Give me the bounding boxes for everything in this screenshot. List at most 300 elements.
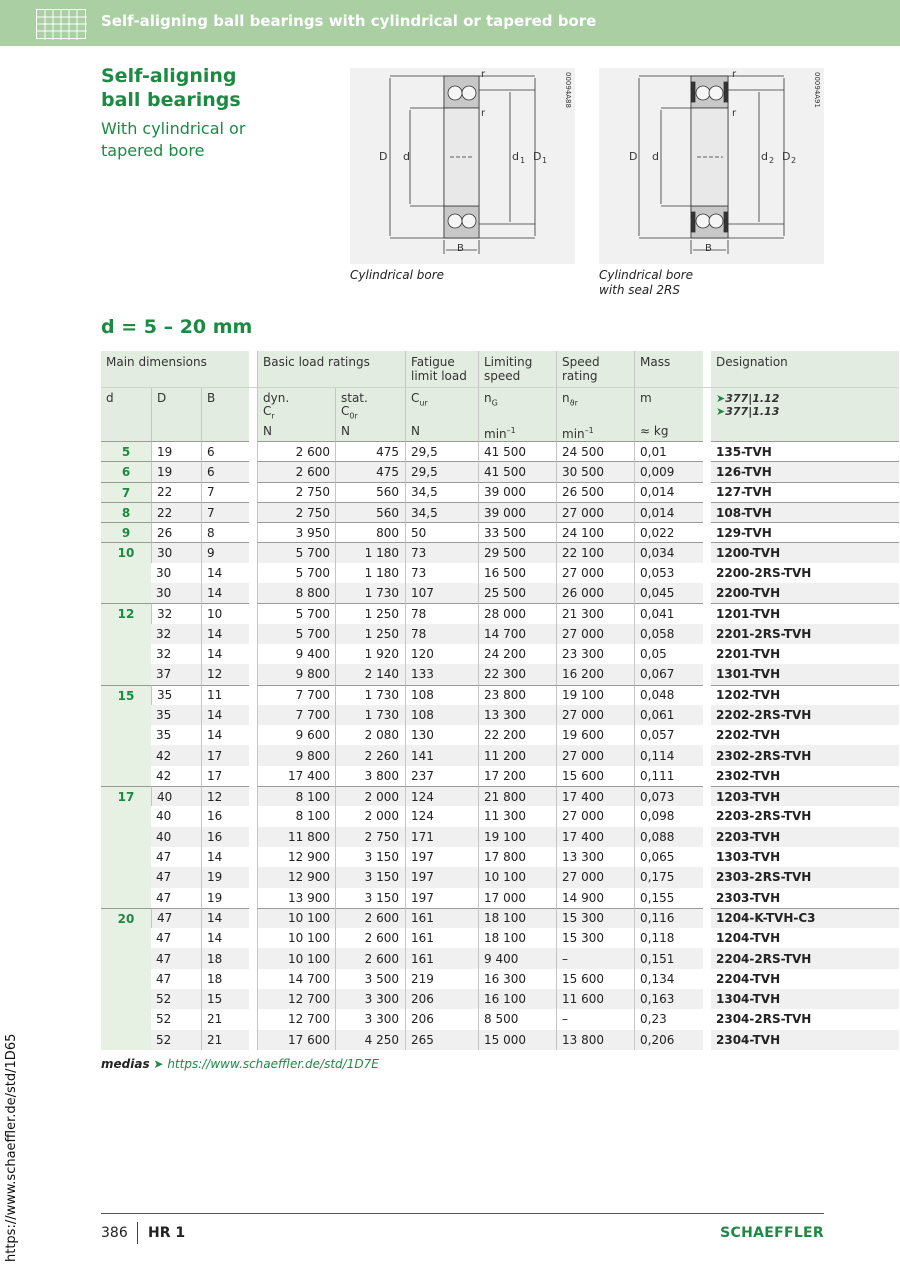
cell-bore-d: 5 [101,441,151,461]
table-row [101,563,899,583]
cell-ntr: 14 900 [556,888,634,908]
cell-mass: 0,088 [634,827,703,847]
cell-ntr: 27 000 [556,624,634,644]
cell-mass: 0,048 [634,685,703,705]
reference-link[interactable] [716,405,899,418]
cell-ntr: 17 400 [556,827,634,847]
cell-cr: 12 900 [257,847,335,867]
cell-mass: 0,151 [634,948,703,968]
cell-mass: 0,163 [634,989,703,1009]
cell-designation: 2302-TVH [716,768,781,783]
cell-c0r: 560 [335,482,405,502]
header-ng [478,387,556,423]
cell-width-B: 21 [201,1030,249,1050]
cell-width-B: 7 [201,502,249,522]
cell-c0r: 2 000 [335,806,405,826]
cell-c0r: 800 [335,522,405,542]
subscript: G [491,398,498,408]
label-d2: d [761,150,768,163]
cell-mass: 0,045 [634,583,703,603]
cell-ntr: 27 000 [556,502,634,522]
header-D: D [151,387,201,423]
cell-cur: 29,5 [405,441,478,461]
ref-page: 377 [725,392,749,405]
section-title-line: Self-aligning [101,65,237,87]
table-row [101,583,899,603]
cell-cur: 161 [405,948,478,968]
cell-width-B: 14 [201,705,249,725]
drawing-code: 00094A88 [564,72,572,108]
cell-ntr: 19 600 [556,725,634,745]
symbol: n [562,391,570,405]
cell-mass: 0,098 [634,806,703,826]
cell-width-B: 21 [201,1009,249,1029]
label-B: B [705,243,712,254]
header-ntr [556,387,634,423]
table-row [101,441,899,461]
cell-cr: 5 700 [257,603,335,623]
cell-ntr: 27 000 [556,705,634,725]
label-r: r [732,108,737,119]
header-line: limit load [411,369,467,383]
cell-mass: 0,014 [634,482,703,502]
cell-c0r: 1 730 [335,705,405,725]
cell-designation: 2304-TVH [711,1030,899,1050]
ref-section: 1.13 [752,405,780,418]
arrow-right-icon: ➤ [716,405,726,418]
cell-ng: 17 200 [478,766,556,786]
cell-cr: 12 900 [257,867,335,887]
cell-c0r: 3 500 [335,969,405,989]
cell-mass: 0,073 [634,786,703,806]
cell-cr: 5 700 [257,563,335,583]
label-r: r [481,69,486,80]
cell-c0r: 2 600 [335,948,405,968]
arrow-right-icon: ➤ [716,392,726,405]
table-row [101,522,899,542]
cell-designation: 2201-TVH [716,647,781,662]
page-number: 386 [101,1225,128,1241]
section-title [101,64,241,112]
table-row [101,948,899,968]
cell-cr: 12 700 [257,1009,335,1029]
cell-mass: 0,111 [634,766,703,786]
cell-c0r: 2 140 [335,664,405,684]
cell-mass: 0,009 [634,461,703,481]
cell-ng: 25 500 [478,583,556,603]
cell-cr: 17 400 [257,766,335,786]
cell-cur: 197 [405,888,478,908]
cell-width-B: 12 [201,664,249,684]
cell-ntr: 13 300 [556,847,634,867]
table-row [101,482,899,502]
section-subtitle [101,118,245,162]
cell-c0r: 475 [335,461,405,481]
cell-designation: 2200-2RS-TVH [716,565,812,580]
cell-ntr: 27 000 [556,563,634,583]
table-row [101,502,899,522]
cell-outer-D: 47 [156,931,172,946]
header-cr [263,405,335,422]
cell-cr: 2 600 [257,441,335,461]
cell-width-B: 6 [201,461,249,481]
cell-cr: 10 100 [257,908,335,928]
cell-ng: 19 100 [478,827,556,847]
cell-c0r: 2 600 [335,928,405,948]
cell-width-B: 14 [201,563,249,583]
cell-ntr: 24 100 [556,522,634,542]
cell-ng: 18 100 [478,928,556,948]
cell-ng: 13 300 [478,705,556,725]
cell-ntr: 27 000 [556,867,634,887]
cell-outer-D: 42 [156,768,172,783]
cell-outer-D: 22 [151,482,201,502]
cell-width-B: 18 [201,969,249,989]
cell-designation: 1204-TVH [716,931,781,946]
cell-outer-D: 30 [156,565,172,580]
table-row [101,969,899,989]
cell-mass: 0,022 [634,522,703,542]
cell-outer-D: 40 [151,827,201,847]
cell-ntr: 15 300 [556,928,634,948]
cell-ng: 11 300 [478,806,556,826]
cell-ng: 15 000 [478,1030,556,1050]
cell-width-B: 16 [201,827,249,847]
medias-url[interactable]: https://www.schaeffler.de/std/1D7E [167,1057,379,1071]
cell-bore-d: 8 [101,502,151,522]
cell-c0r: 560 [335,502,405,522]
cell-width-B: 6 [201,441,249,461]
cell-ng: 39 000 [478,502,556,522]
cell-designation: 2202-2RS-TVH [711,705,899,725]
label-d: d [403,150,410,163]
cell-ng: 21 800 [478,786,556,806]
table-row [101,664,899,684]
cell-c0r: 3 150 [335,847,405,867]
unit-N: N [257,423,335,441]
cell-cr: 2 600 [257,461,335,481]
header-title: Self-aligning ball bearings with cylindrical or tapered bore [101,12,597,30]
cell-ntr: 27 000 [556,806,634,826]
cell-cr: 12 700 [257,989,335,1009]
header-limiting-speed [478,351,556,387]
cell-ng: 22 300 [478,664,556,684]
header-fatigue [405,351,478,387]
cell-ng: 33 500 [478,522,556,542]
subscript: 0r [349,411,358,421]
cell-ng: 16 500 [478,563,556,583]
cell-outer-D: 42 [151,745,201,765]
arrow-right-icon: ➤ [153,1057,164,1071]
header-refs [711,387,899,423]
unit-N: N [405,423,478,441]
header-line: Speed [562,355,600,369]
cell-width-B: 19 [201,867,249,887]
cell-c0r: 475 [335,441,405,461]
subscript: ϑr [569,398,578,408]
footer-divider [101,1213,824,1214]
medias-link[interactable] [101,1057,379,1071]
cell-cur: 34,5 [405,502,478,522]
cell-cur: 73 [405,563,478,583]
cell-ng: 10 100 [478,867,556,887]
cell-designation: 1303-TVH [716,850,781,865]
cell-mass: 0,116 [634,908,703,928]
cell-outer-D: 47 [156,971,172,986]
label-B: B [457,243,464,254]
label-D: D [629,150,638,163]
label-D: D [379,150,388,163]
cell-ntr: 15 600 [556,766,634,786]
cell-outer-D: 32 [156,647,172,662]
cell-width-B: 14 [201,725,249,745]
cell-designation: 2303-2RS-TVH [711,867,899,887]
cell-designation: 1202-TVH [711,685,899,705]
cell-ntr: 21 300 [556,603,634,623]
cell-cr: 9 800 [257,745,335,765]
header-bar [0,0,900,46]
cell-cur: 120 [405,644,478,664]
side-url[interactable]: https://www.schaeffler.de/std/1D65 [4,1033,19,1262]
header-designation: Designation [711,351,899,387]
cell-cur: 108 [405,705,478,725]
cell-c0r: 1 180 [335,563,405,583]
header-line: speed [484,369,521,383]
cell-c0r: 2 600 [335,908,405,928]
cell-mass: 0,034 [634,542,703,562]
cell-width-B: 7 [201,482,249,502]
cell-cr: 3 950 [257,522,335,542]
header-cur [405,387,478,423]
table-row [101,1030,899,1050]
cell-ng: 17 000 [478,888,556,908]
header-stat [335,387,405,423]
cell-c0r: 3 150 [335,867,405,887]
cell-outer-D: 52 [151,989,201,1009]
table-header-row [101,351,899,387]
table-row [101,928,899,948]
ref-section: 1.12 [752,392,780,405]
table-row [101,685,899,705]
cell-c0r: 2 080 [335,725,405,745]
cell-ntr: – [556,1009,634,1029]
cell-cur: 73 [405,542,478,562]
cell-width-B: 8 [201,522,249,542]
figure-caption [350,268,444,283]
cell-mass: 0,065 [634,847,703,867]
cell-outer-D: 35 [156,728,172,743]
symbol: C [341,404,350,418]
table-grid-icon [36,9,86,39]
table-units-row [101,423,899,441]
cell-ntr: 15 600 [556,969,634,989]
cell-designation: 2202-TVH [716,728,781,743]
cell-cur: 141 [405,745,478,765]
bearing-drawing-sealed [599,68,824,264]
table-row [101,624,899,644]
header-c0r [341,405,405,422]
cell-c0r: 3 800 [335,766,405,786]
cell-ntr: 22 100 [556,542,634,562]
cell-cur: 130 [405,725,478,745]
cell-outer-D: 47 [151,948,201,968]
cell-cur: 161 [405,928,478,948]
cell-designation: 126-TVH [711,461,899,481]
header-basic-load-ratings: Basic load ratings [257,351,405,387]
header-speed-rating [556,351,634,387]
table-row [101,827,899,847]
cell-bore-d: 12 [101,603,151,684]
cell-outer-D: 32 [151,624,201,644]
ref-divider: | [748,392,753,405]
cell-outer-D: 22 [151,502,201,522]
cell-ng: 9 400 [478,948,556,968]
table-row [101,705,899,725]
cell-cr: 5 700 [257,542,335,562]
section-subtitle-line: With cylindrical or [101,119,246,138]
cell-mass: 0,061 [634,705,703,725]
label-d1-sub: 1 [520,156,526,165]
label-d: d [652,150,659,163]
cell-cr: 2 750 [257,502,335,522]
cell-designation: 2203-2RS-TVH [716,809,812,824]
cell-ng: 39 000 [478,482,556,502]
cell-cr: 2 750 [257,482,335,502]
cell-designation: 127-TVH [711,482,899,502]
cell-c0r: 1 920 [335,644,405,664]
cell-mass: 0,05 [634,644,703,664]
cell-outer-D: 35 [151,705,201,725]
cell-designation: 2200-TVH [711,583,899,603]
cell-ntr: 26 000 [556,583,634,603]
cell-cur: 133 [405,664,478,684]
symbol: C [263,404,272,418]
medias-label: medias [101,1057,150,1071]
document-code: HR 1 [148,1225,186,1241]
cell-mass: 0,01 [634,441,703,461]
unit-N: N [335,423,405,441]
subscript: r [271,411,275,421]
cell-mass: 0,067 [634,664,703,684]
cell-designation: 135-TVH [711,441,899,461]
table-row [101,908,899,928]
cell-ntr: 26 500 [556,482,634,502]
cell-ntr: 16 200 [556,664,634,684]
cell-designation: 2204-2RS-TVH [711,948,899,968]
cell-ntr: 30 500 [556,461,634,481]
header-d: d [101,387,151,423]
cell-ng: 41 500 [478,441,556,461]
bearing-table [101,351,899,1050]
cell-outer-D: 40 [156,809,172,824]
cell-cur: 108 [405,685,478,705]
brand-logo: SCHAEFFLER [720,1225,824,1241]
cell-ng: 16 300 [478,969,556,989]
footer-separator [137,1222,138,1244]
cell-width-B: 10 [201,603,249,623]
table-row [101,1009,899,1029]
cell-bore-d: 15 [101,685,151,786]
header-line: dyn. [263,391,290,405]
table-row [101,847,899,867]
label-D1-sub: 1 [542,156,548,165]
section-subtitle-line: tapered bore [101,141,205,160]
label-d1: d [512,150,519,163]
cell-cur: 197 [405,867,478,887]
cell-outer-D: 26 [151,522,201,542]
cell-cur: 161 [405,908,478,928]
cell-outer-D: 37 [151,664,201,684]
unit-kg: ≈ kg [634,423,703,441]
cell-width-B: 15 [201,989,249,1009]
cell-width-B: 14 [201,847,249,867]
cell-ntr: 24 500 [556,441,634,461]
cell-mass: 0,23 [634,1009,703,1029]
cell-designation: 1201-TVH [711,603,899,623]
cell-ntr: 15 300 [556,908,634,928]
cell-width-B: 14 [201,624,249,644]
cell-ntr: 19 100 [556,685,634,705]
cell-ntr: 17 400 [556,786,634,806]
cell-width-B: 18 [201,948,249,968]
cell-cur: 124 [405,786,478,806]
cell-width-B: 14 [201,583,249,603]
cell-outer-D: 32 [151,603,201,623]
cell-designation: 129-TVH [711,522,899,542]
cell-ntr: 23 300 [556,644,634,664]
cell-bore-d: 10 [101,542,151,603]
table-row [101,644,899,664]
label-D2: D [782,150,791,163]
cell-width-B: 16 [201,806,249,826]
cell-outer-D: 40 [151,786,201,806]
cell-ng: 41 500 [478,461,556,481]
table-row [101,461,899,481]
table-row [101,603,899,623]
cell-ng: 29 500 [478,542,556,562]
cell-cr: 7 700 [257,685,335,705]
table-subheader-row [101,387,899,423]
cell-outer-D: 47 [151,908,201,928]
header-dyn [257,387,335,423]
cell-cr: 9 400 [257,644,335,664]
cell-designation: 2203-TVH [711,827,899,847]
cell-cr: 11 800 [257,827,335,847]
cell-width-B: 11 [201,685,249,705]
reference-link[interactable] [716,392,899,405]
cell-c0r: 3 150 [335,888,405,908]
cell-cr: 10 100 [257,948,335,968]
cell-mass: 0,118 [634,928,703,948]
cell-designation: 1304-TVH [711,989,899,1009]
unit-min [478,423,556,441]
header-line: Limiting [484,355,533,369]
cell-ng: 18 100 [478,908,556,928]
cell-cr: 7 700 [257,705,335,725]
cell-cur: 206 [405,989,478,1009]
header-B: B [201,387,249,423]
cell-outer-D: 47 [156,850,172,865]
cell-designation: 2204-TVH [716,971,781,986]
cell-designation: 1200-TVH [711,542,899,562]
cell-ng: 28 000 [478,603,556,623]
cell-designation: 1204-K-TVH-C3 [711,908,899,928]
cell-outer-D: 35 [151,685,201,705]
cell-cr: 8 100 [257,806,335,826]
cell-cr: 14 700 [257,969,335,989]
cell-ng: 17 800 [478,847,556,867]
cell-mass: 0,041 [634,603,703,623]
